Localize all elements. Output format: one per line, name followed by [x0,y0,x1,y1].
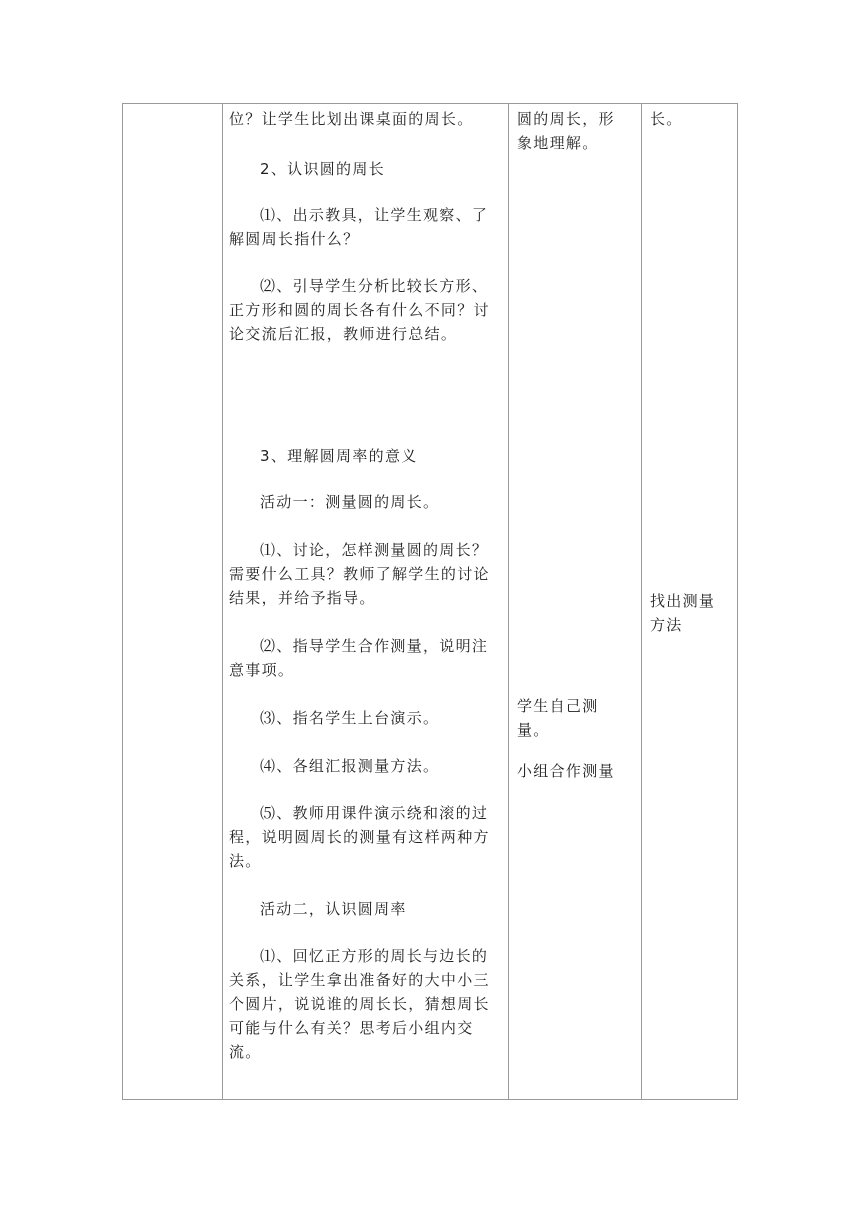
text-paragraph: ⑴、讨论，怎样测量圆的周长？需要什么工具？教师了解学生的讨论结果，并给予指导。 [229,541,490,607]
text-paragraph: 长。 [650,110,683,128]
text-paragraph: ⑶、指名学生上台演示。 [260,709,440,727]
text-paragraph: ⑴、回忆正方形的周长与边长的关系，让学生拿出准备好的大中小三个圆片，说说谁的周长长，猜想周长可能与什么有关？思考后小组内交流。 [229,947,490,1061]
text-paragraph: 学生自己测量。 [517,697,599,739]
text-paragraph: 小组合作测量 [517,762,615,780]
text-paragraph: ⑵、引导学生分析比较长方形、正方形和圆的周长各有什么不同？讨论交流后汇报，教师进行总结。 [229,277,490,343]
lesson-plan-table [122,103,738,1100]
text-paragraph: 圆的周长，形象地理解。 [517,110,615,152]
text-paragraph: ⑵、指导学生合作测量，说明注意事项。 [229,637,489,679]
text-paragraph: ⑷、各组汇报测量方法。 [260,757,440,775]
activity-heading: 活动二，认识圆周率 [260,900,407,918]
text-paragraph: 位？让学生比划出课桌面的周长。 [229,110,474,128]
activity-heading: 活动一：测量圆的周长。 [260,493,440,511]
column-divider [508,104,509,1099]
column-divider [222,104,223,1099]
section-heading: 3、理解圆周率的意义 [260,447,418,465]
section-heading: 2、认识圆的周长 [260,160,385,178]
text-paragraph: ⑴、出示教具，让学生观察、了解圆周长指什么？ [229,206,489,248]
text-paragraph: ⑸、教师用课件演示绕和滚的过程，说明圆周长的测量有这样两种方法。 [229,804,490,870]
text-paragraph: 找出测量方法 [650,592,716,634]
column-divider [641,104,642,1099]
